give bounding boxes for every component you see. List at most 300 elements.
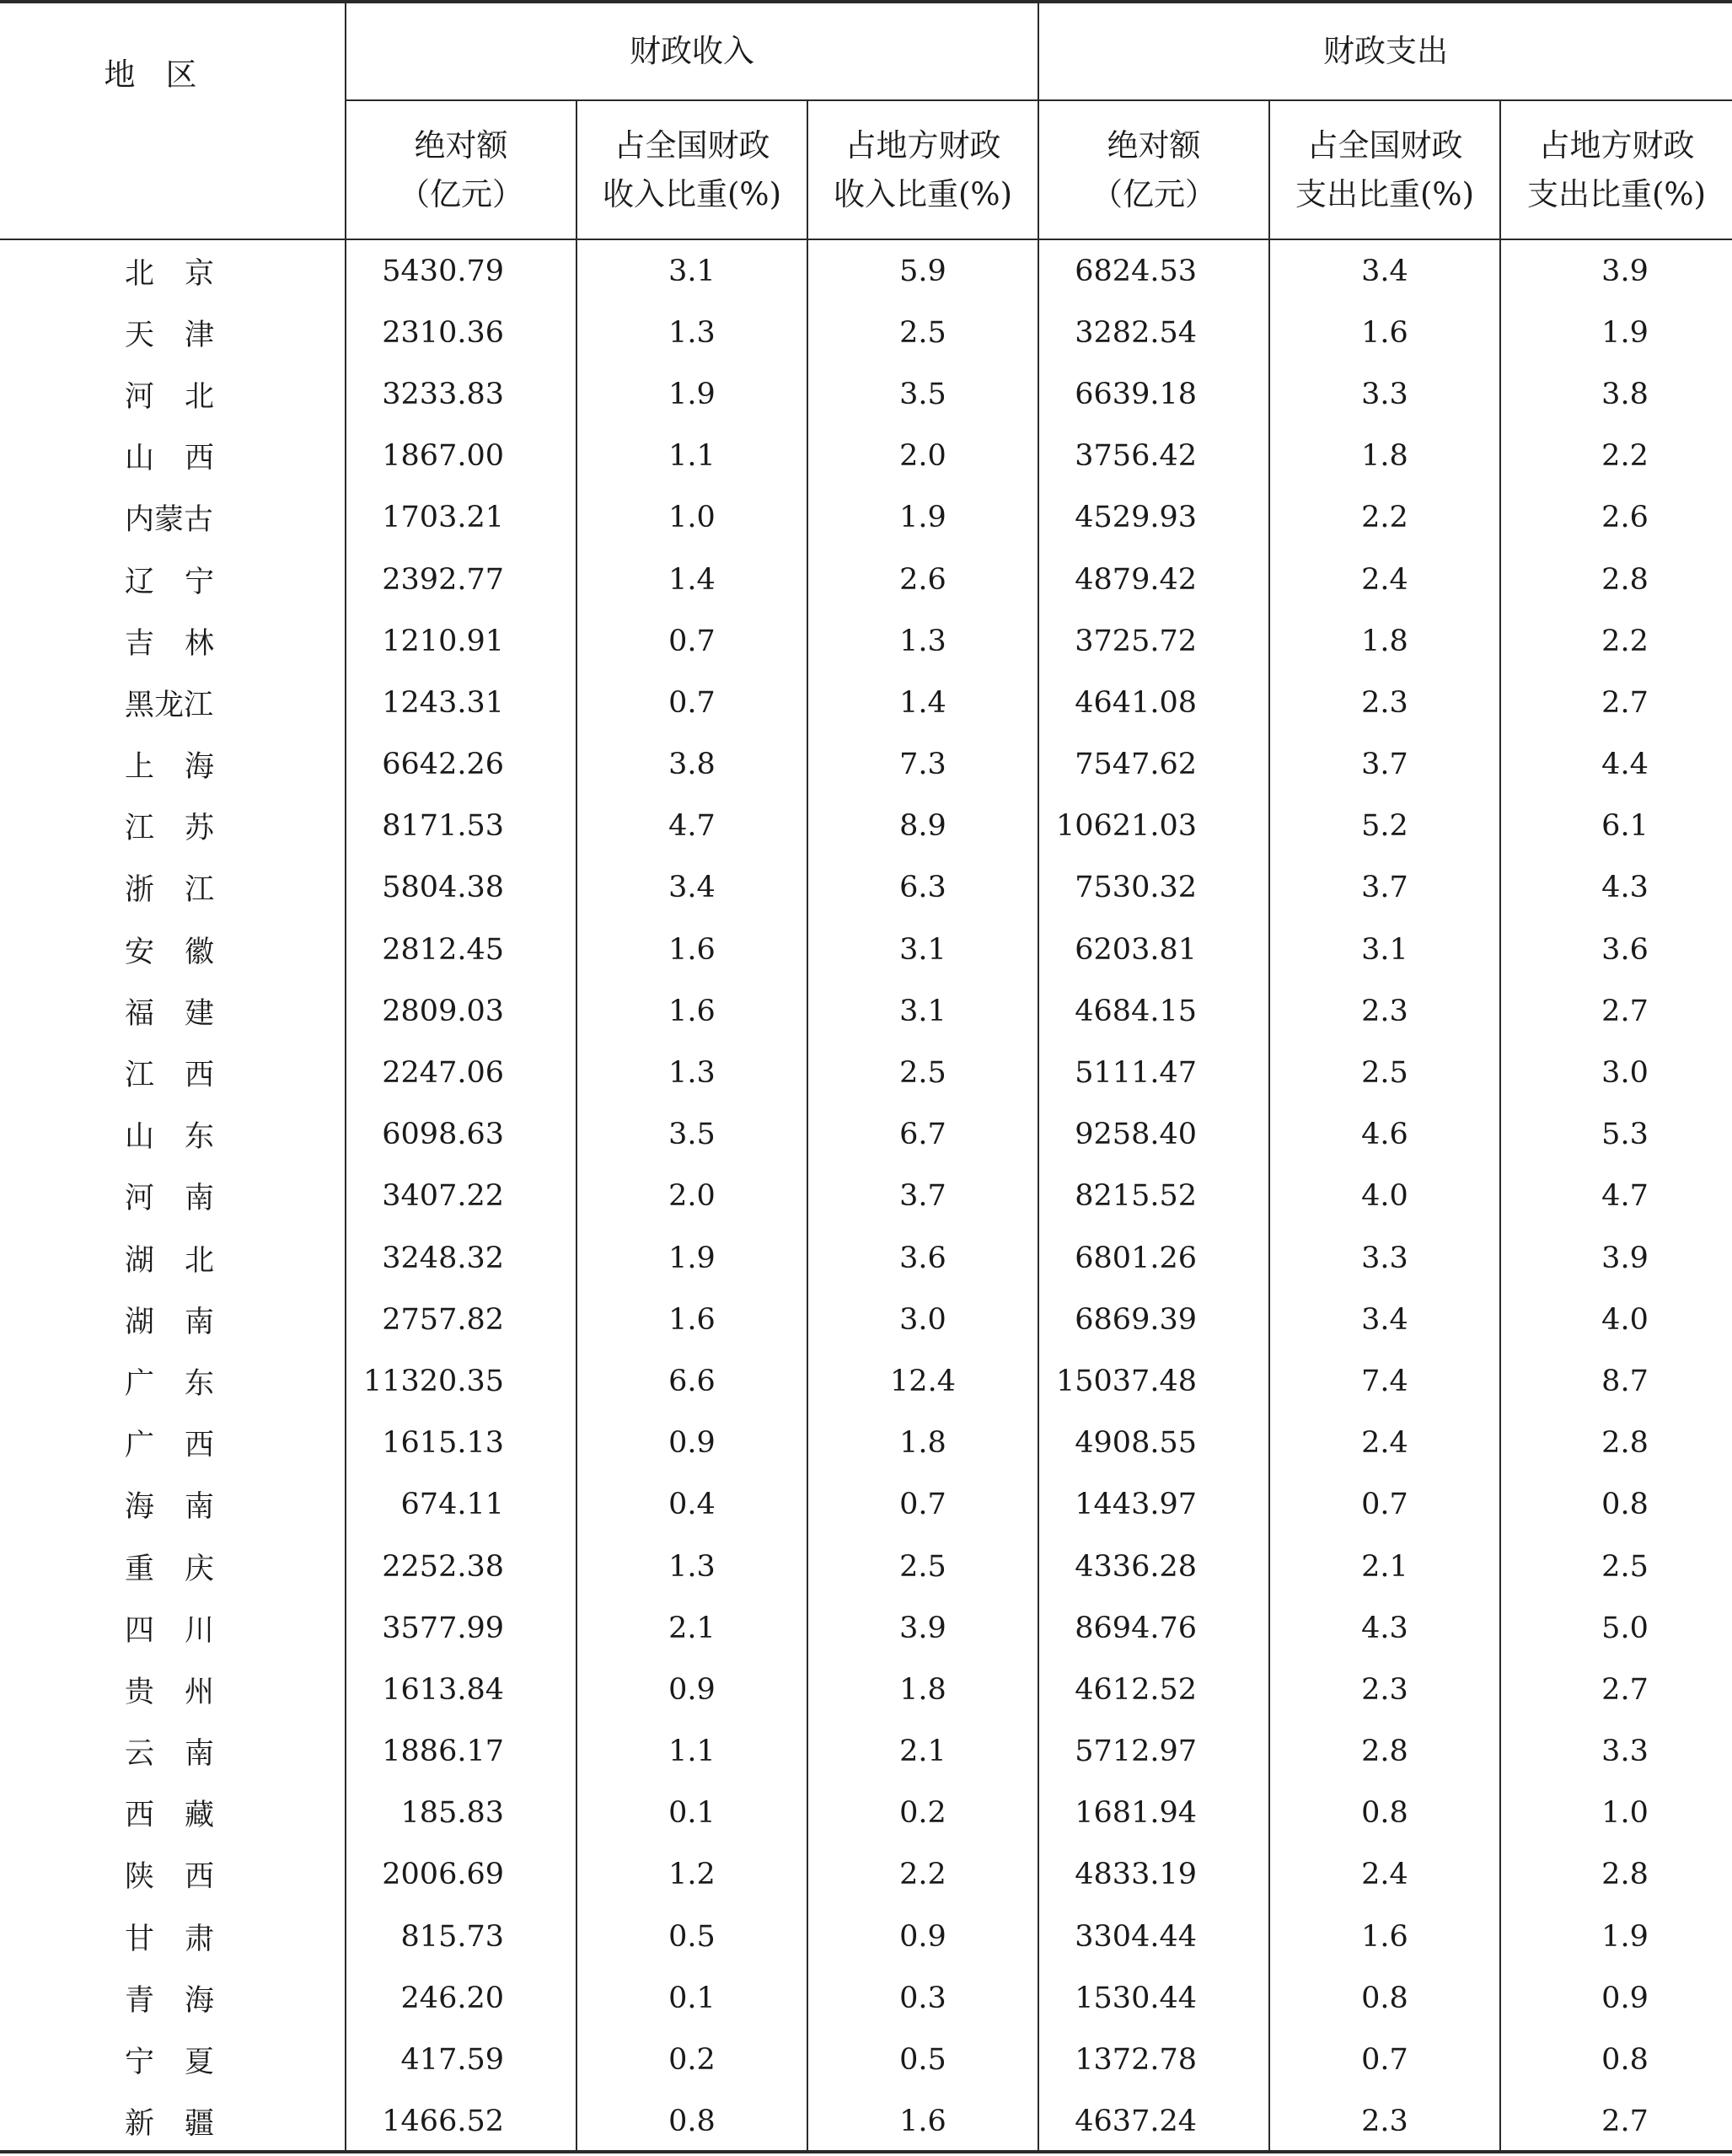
income-local-share-cell: 1.8 <box>807 1659 1038 1720</box>
income-abs-cell: 1466.52 <box>346 2091 576 2153</box>
income-national-share-cell: 2.1 <box>576 1597 807 1659</box>
exp-local-share-cell: 4.7 <box>1500 1166 1732 1227</box>
income-local-share-cell: 0.3 <box>807 1967 1038 2029</box>
exp-abs-cell: 3304.44 <box>1038 1906 1269 1967</box>
income-abs-cell: 1867.00 <box>346 426 576 487</box>
header-exp-national-share-line2: 支出比重(%) <box>1295 175 1475 212</box>
income-national-share-cell: 0.9 <box>576 1413 807 1474</box>
region-name: 山东 <box>125 1120 245 1155</box>
exp-national-share-cell: 2.4 <box>1269 1844 1500 1906</box>
income-local-share-cell: 1.8 <box>807 1413 1038 1474</box>
exp-local-share-cell: 3.8 <box>1500 363 1732 425</box>
income-abs-cell: 246.20 <box>346 1967 576 2029</box>
region-name: 陕西 <box>125 1860 245 1895</box>
exp-local-share-cell: 2.7 <box>1500 672 1732 733</box>
exp-abs-cell: 3725.72 <box>1038 610 1269 672</box>
income-national-share-cell: 1.0 <box>576 487 807 549</box>
exp-abs-cell: 8694.76 <box>1038 1597 1269 1659</box>
region-cell <box>0 1104 346 1166</box>
header-exp-abs-line2: （亿元） <box>1091 175 1216 212</box>
region-name: 广西 <box>125 1429 245 1463</box>
exp-abs-cell: 7530.32 <box>1038 857 1269 919</box>
header-exp-local-share-line1: 占地方财政 <box>1538 126 1695 164</box>
exp-national-share-cell: 3.4 <box>1269 1289 1500 1350</box>
income-local-share-cell: 0.9 <box>807 1906 1038 1967</box>
table-row <box>0 1166 1732 1227</box>
income-abs-cell: 2392.77 <box>346 549 576 610</box>
income-local-share-cell: 3.9 <box>807 1597 1038 1659</box>
income-abs-cell: 6098.63 <box>346 1104 576 1166</box>
table-row <box>0 426 1732 487</box>
region-cell <box>0 1597 346 1659</box>
exp-local-share-cell: 5.0 <box>1500 1597 1732 1659</box>
exp-local-share-cell: 8.7 <box>1500 1350 1732 1412</box>
header-exp-abs-line1: 绝对额 <box>1107 126 1201 164</box>
region-cell <box>0 426 346 487</box>
income-local-share-cell: 3.7 <box>807 1166 1038 1227</box>
table-row <box>0 1783 1732 1844</box>
header-region <box>0 2 346 239</box>
exp-abs-cell: 10621.03 <box>1038 796 1269 857</box>
income-national-share-cell: 3.4 <box>576 857 807 919</box>
region-cell <box>0 1721 346 1783</box>
table-row <box>0 919 1732 980</box>
income-local-share-cell: 3.1 <box>807 980 1038 1042</box>
income-abs-cell: 6642.26 <box>346 734 576 796</box>
income-abs-cell: 2310.36 <box>346 302 576 363</box>
region-name: 宁夏 <box>125 2046 245 2080</box>
exp-abs-cell: 7547.62 <box>1038 734 1269 796</box>
income-local-share-cell: 2.2 <box>807 1844 1038 1906</box>
region-name: 甘肃 <box>125 1922 245 1956</box>
region-cell <box>0 1967 346 2029</box>
income-national-share-cell: 0.1 <box>576 1967 807 2029</box>
exp-local-share-cell: 3.9 <box>1500 239 1732 302</box>
income-abs-cell: 11320.35 <box>346 1350 576 1412</box>
exp-abs-cell: 6801.26 <box>1038 1227 1269 1289</box>
income-national-share-cell: 1.3 <box>576 1536 807 1597</box>
region-cell <box>0 1166 346 1227</box>
region-cell <box>0 2091 346 2153</box>
table-row <box>0 1413 1732 1474</box>
income-local-share-cell: 7.3 <box>807 734 1038 796</box>
income-national-share-cell: 1.2 <box>576 1844 807 1906</box>
income-abs-cell: 2252.38 <box>346 1536 576 1597</box>
header-exp-abs <box>1038 100 1269 239</box>
region-name: 湖北 <box>125 1243 245 1278</box>
region-cell <box>0 857 346 919</box>
income-abs-cell: 815.73 <box>346 1906 576 1967</box>
table-row <box>0 1844 1732 1906</box>
exp-national-share-cell: 0.8 <box>1269 1783 1500 1844</box>
income-local-share-cell: 1.4 <box>807 672 1038 733</box>
income-local-share-cell: 5.9 <box>807 239 1038 302</box>
income-abs-cell: 417.59 <box>346 2029 576 2090</box>
table-row <box>0 1536 1732 1597</box>
exp-national-share-cell: 3.7 <box>1269 734 1500 796</box>
exp-abs-cell: 3282.54 <box>1038 302 1269 363</box>
region-cell <box>0 980 346 1042</box>
exp-abs-cell: 6203.81 <box>1038 919 1269 980</box>
income-national-share-cell: 1.1 <box>576 1721 807 1783</box>
table-row <box>0 1967 1732 2029</box>
region-cell <box>0 239 346 302</box>
region-cell <box>0 1227 346 1289</box>
table-row <box>0 1721 1732 1783</box>
exp-local-share-cell: 3.9 <box>1500 1227 1732 1289</box>
income-local-share-cell: 6.3 <box>807 857 1038 919</box>
table-row <box>0 796 1732 857</box>
region-cell <box>0 1659 346 1720</box>
exp-local-share-cell: 2.7 <box>1500 1659 1732 1720</box>
exp-national-share-cell: 4.0 <box>1269 1166 1500 1227</box>
income-local-share-cell: 1.9 <box>807 487 1038 549</box>
exp-national-share-cell: 3.3 <box>1269 1227 1500 1289</box>
exp-abs-cell: 4684.15 <box>1038 980 1269 1042</box>
exp-local-share-cell: 0.8 <box>1500 2029 1732 2090</box>
table-row <box>0 1227 1732 1289</box>
exp-national-share-cell: 2.4 <box>1269 549 1500 610</box>
income-national-share-cell: 0.7 <box>576 610 807 672</box>
income-abs-cell: 5804.38 <box>346 857 576 919</box>
table-row <box>0 1350 1732 1412</box>
header-income-local-share <box>807 100 1038 239</box>
region-name: 浙江 <box>125 873 245 908</box>
region-name: 重庆 <box>125 1552 245 1586</box>
exp-abs-cell: 15037.48 <box>1038 1350 1269 1412</box>
region-name: 青海 <box>125 1983 245 2018</box>
exp-abs-cell: 8215.52 <box>1038 1166 1269 1227</box>
income-national-share-cell: 0.2 <box>576 2029 807 2090</box>
exp-local-share-cell: 0.8 <box>1500 1474 1732 1536</box>
income-abs-cell: 3233.83 <box>346 363 576 425</box>
region-name: 天津 <box>125 318 245 352</box>
exp-abs-cell: 4641.08 <box>1038 672 1269 733</box>
income-national-share-cell: 1.1 <box>576 426 807 487</box>
header-income-group: 财政收入 <box>346 2 1038 100</box>
exp-abs-cell: 4637.24 <box>1038 2091 1269 2153</box>
region-name: 辽宁 <box>125 565 245 599</box>
exp-local-share-cell: 3.0 <box>1500 1042 1732 1103</box>
exp-abs-cell: 4529.93 <box>1038 487 1269 549</box>
region-name: 云南 <box>125 1737 245 1772</box>
region-cell <box>0 1474 346 1536</box>
region-name: 吉林 <box>125 626 245 661</box>
region-name: 内蒙古 <box>125 503 214 538</box>
region-name: 湖南 <box>125 1305 245 1339</box>
exp-local-share-cell: 1.0 <box>1500 1783 1732 1844</box>
income-abs-cell: 2247.06 <box>346 1042 576 1103</box>
table-row <box>0 2029 1732 2090</box>
exp-local-share-cell: 2.8 <box>1500 1844 1732 1906</box>
income-local-share-cell: 2.1 <box>807 1721 1038 1783</box>
region-name: 北京 <box>125 256 245 291</box>
exp-abs-cell: 1443.97 <box>1038 1474 1269 1536</box>
income-abs-cell: 3407.22 <box>346 1166 576 1227</box>
income-abs-cell: 2006.69 <box>346 1844 576 1906</box>
income-national-share-cell: 6.6 <box>576 1350 807 1412</box>
region-cell <box>0 1783 346 1844</box>
header-income-national-share-line1: 占全国财政 <box>614 126 770 164</box>
region-cell <box>0 549 346 610</box>
exp-local-share-cell: 2.2 <box>1500 610 1732 672</box>
income-local-share-cell: 1.3 <box>807 610 1038 672</box>
table-row <box>0 302 1732 363</box>
region-name: 四川 <box>125 1613 245 1648</box>
table-row <box>0 672 1732 733</box>
region-name: 河南 <box>125 1182 245 1216</box>
region-cell <box>0 1906 346 1967</box>
income-local-share-cell: 0.7 <box>807 1474 1038 1536</box>
income-national-share-cell: 3.1 <box>576 239 807 302</box>
region-cell <box>0 1289 346 1350</box>
income-abs-cell: 674.11 <box>346 1474 576 1536</box>
region-name: 江苏 <box>125 812 245 846</box>
income-local-share-cell: 2.0 <box>807 426 1038 487</box>
exp-abs-cell: 6824.53 <box>1038 239 1269 302</box>
region-cell <box>0 2029 346 2090</box>
income-national-share-cell: 1.3 <box>576 302 807 363</box>
exp-abs-cell: 4879.42 <box>1038 549 1269 610</box>
region-cell <box>0 1536 346 1597</box>
table-row <box>0 610 1732 672</box>
exp-local-share-cell: 1.9 <box>1500 1906 1732 1967</box>
region-cell <box>0 919 346 980</box>
table-row <box>0 857 1732 919</box>
table-row <box>0 2091 1732 2153</box>
exp-abs-cell: 1530.44 <box>1038 1967 1269 2029</box>
region-cell <box>0 1042 346 1103</box>
region-cell <box>0 734 346 796</box>
region-name: 新疆 <box>125 2107 245 2142</box>
exp-local-share-cell: 2.7 <box>1500 2091 1732 2153</box>
table-row <box>0 1659 1732 1720</box>
exp-national-share-cell: 2.4 <box>1269 1413 1500 1474</box>
income-local-share-cell: 6.7 <box>807 1104 1038 1166</box>
exp-national-share-cell: 2.8 <box>1269 1721 1500 1783</box>
exp-local-share-cell: 2.2 <box>1500 426 1732 487</box>
income-national-share-cell: 0.9 <box>576 1659 807 1720</box>
exp-abs-cell: 9258.40 <box>1038 1104 1269 1166</box>
exp-abs-cell: 4612.52 <box>1038 1659 1269 1720</box>
income-national-share-cell: 0.4 <box>576 1474 807 1536</box>
income-national-share-cell: 0.8 <box>576 2091 807 2153</box>
exp-national-share-cell: 3.4 <box>1269 239 1500 302</box>
table-body <box>0 239 1732 2153</box>
exp-local-share-cell: 2.8 <box>1500 1413 1732 1474</box>
income-local-share-cell: 2.5 <box>807 1042 1038 1103</box>
region-cell <box>0 363 346 425</box>
income-abs-cell: 185.83 <box>346 1783 576 1844</box>
header-income-abs-line1: 绝对额 <box>414 126 508 164</box>
income-local-share-cell: 3.1 <box>807 919 1038 980</box>
exp-national-share-cell: 1.6 <box>1269 302 1500 363</box>
income-national-share-cell: 1.9 <box>576 1227 807 1289</box>
exp-abs-cell: 1681.94 <box>1038 1783 1269 1844</box>
exp-abs-cell: 1372.78 <box>1038 2029 1269 2090</box>
region-name: 河北 <box>125 379 245 414</box>
income-abs-cell: 5430.79 <box>346 239 576 302</box>
income-abs-cell: 1703.21 <box>346 487 576 549</box>
exp-local-share-cell: 3.6 <box>1500 919 1732 980</box>
income-national-share-cell: 1.9 <box>576 363 807 425</box>
exp-national-share-cell: 4.6 <box>1269 1104 1500 1166</box>
table-row <box>0 1104 1732 1166</box>
region-cell <box>0 672 346 733</box>
income-local-share-cell: 3.5 <box>807 363 1038 425</box>
exp-abs-cell: 3756.42 <box>1038 426 1269 487</box>
table-row <box>0 1906 1732 1967</box>
exp-local-share-cell: 2.8 <box>1500 549 1732 610</box>
income-abs-cell: 8171.53 <box>346 796 576 857</box>
region-name: 安徽 <box>125 935 245 969</box>
table-row <box>0 734 1732 796</box>
exp-national-share-cell: 2.3 <box>1269 1659 1500 1720</box>
exp-national-share-cell: 2.3 <box>1269 980 1500 1042</box>
income-abs-cell: 3577.99 <box>346 1597 576 1659</box>
exp-local-share-cell: 3.3 <box>1500 1721 1732 1783</box>
income-national-share-cell: 3.5 <box>576 1104 807 1166</box>
region-name: 西藏 <box>125 1799 245 1833</box>
income-national-share-cell: 1.4 <box>576 549 807 610</box>
exp-local-share-cell: 5.3 <box>1500 1104 1732 1166</box>
region-cell <box>0 302 346 363</box>
region-cell <box>0 1413 346 1474</box>
income-local-share-cell: 0.5 <box>807 2029 1038 2090</box>
exp-abs-cell: 5111.47 <box>1038 1042 1269 1103</box>
header-income-national-share <box>576 100 807 239</box>
income-abs-cell: 3248.32 <box>346 1227 576 1289</box>
income-national-share-cell: 1.3 <box>576 1042 807 1103</box>
income-local-share-cell: 2.6 <box>807 549 1038 610</box>
table-row <box>0 1597 1732 1659</box>
exp-national-share-cell: 1.6 <box>1269 1906 1500 1967</box>
income-abs-cell: 2757.82 <box>346 1289 576 1350</box>
exp-local-share-cell: 4.0 <box>1500 1289 1732 1350</box>
exp-national-share-cell: 2.3 <box>1269 2091 1500 2153</box>
header-exp-national-share-line1: 占全国财政 <box>1306 126 1463 164</box>
region-name: 福建 <box>125 996 245 1031</box>
region-name: 上海 <box>125 750 245 785</box>
exp-abs-cell: 4336.28 <box>1038 1536 1269 1597</box>
table-row <box>0 239 1732 302</box>
table-row <box>0 363 1732 425</box>
exp-national-share-cell: 4.3 <box>1269 1597 1500 1659</box>
exp-national-share-cell: 0.7 <box>1269 1474 1500 1536</box>
exp-national-share-cell: 5.2 <box>1269 796 1500 857</box>
income-local-share-cell: 0.2 <box>807 1783 1038 1844</box>
table-row <box>0 1289 1732 1350</box>
income-national-share-cell: 4.7 <box>576 796 807 857</box>
exp-local-share-cell: 4.3 <box>1500 857 1732 919</box>
income-national-share-cell: 1.6 <box>576 980 807 1042</box>
exp-local-share-cell: 0.9 <box>1500 1967 1732 2029</box>
exp-abs-cell: 6869.39 <box>1038 1289 1269 1350</box>
region-name: 山西 <box>125 442 245 476</box>
exp-national-share-cell: 7.4 <box>1269 1350 1500 1412</box>
income-national-share-cell: 0.7 <box>576 672 807 733</box>
exp-abs-cell: 5712.97 <box>1038 1721 1269 1783</box>
exp-local-share-cell: 1.9 <box>1500 302 1732 363</box>
exp-national-share-cell: 2.5 <box>1269 1042 1500 1103</box>
income-local-share-cell: 2.5 <box>807 302 1038 363</box>
region-name: 广东 <box>125 1366 245 1401</box>
header-income-local-share-line2: 收入比重(%) <box>833 175 1013 212</box>
income-abs-cell: 1886.17 <box>346 1721 576 1783</box>
region-name: 贵州 <box>125 1675 245 1709</box>
exp-national-share-cell: 1.8 <box>1269 426 1500 487</box>
income-abs-cell: 2809.03 <box>346 980 576 1042</box>
exp-local-share-cell: 2.6 <box>1500 487 1732 549</box>
exp-national-share-cell: 2.3 <box>1269 672 1500 733</box>
income-local-share-cell: 3.0 <box>807 1289 1038 1350</box>
header-income-local-share-line1: 占地方财政 <box>845 126 1001 164</box>
income-national-share-cell: 0.5 <box>576 1906 807 1967</box>
exp-abs-cell: 4833.19 <box>1038 1844 1269 1906</box>
exp-national-share-cell: 1.8 <box>1269 610 1500 672</box>
header-income-national-share-line2: 收入比重(%) <box>602 175 782 212</box>
exp-national-share-cell: 2.1 <box>1269 1536 1500 1597</box>
income-national-share-cell: 2.0 <box>576 1166 807 1227</box>
income-local-share-cell: 12.4 <box>807 1350 1038 1412</box>
exp-national-share-cell: 0.7 <box>1269 2029 1500 2090</box>
income-national-share-cell: 0.1 <box>576 1783 807 1844</box>
region-cell <box>0 796 346 857</box>
table-row <box>0 487 1732 549</box>
region-cell <box>0 487 346 549</box>
header-expenditure-group: 财政支出 <box>1038 2 1732 100</box>
table-row <box>0 1474 1732 1536</box>
exp-abs-cell: 4908.55 <box>1038 1413 1269 1474</box>
header-income-abs <box>346 100 576 239</box>
region-name: 江西 <box>125 1059 245 1093</box>
income-national-share-cell: 1.6 <box>576 919 807 980</box>
exp-national-share-cell: 2.2 <box>1269 487 1500 549</box>
header-exp-local-share <box>1500 100 1732 239</box>
exp-national-share-cell: 3.1 <box>1269 919 1500 980</box>
region-cell <box>0 1844 346 1906</box>
region-cell <box>0 1350 346 1412</box>
income-local-share-cell: 1.6 <box>807 2091 1038 2153</box>
income-abs-cell: 1615.13 <box>346 1413 576 1474</box>
exp-abs-cell: 6639.18 <box>1038 363 1269 425</box>
exp-local-share-cell: 2.5 <box>1500 1536 1732 1597</box>
exp-national-share-cell: 3.3 <box>1269 363 1500 425</box>
income-national-share-cell: 3.8 <box>576 734 807 796</box>
income-national-share-cell: 1.6 <box>576 1289 807 1350</box>
region-cell <box>0 610 346 672</box>
region-name: 海南 <box>125 1490 245 1525</box>
exp-national-share-cell: 3.7 <box>1269 857 1500 919</box>
region-name: 黑龙江 <box>125 688 214 722</box>
exp-local-share-cell: 4.4 <box>1500 734 1732 796</box>
income-abs-cell: 2812.45 <box>346 919 576 980</box>
header-exp-local-share-line2: 支出比重(%) <box>1527 175 1707 212</box>
exp-national-share-cell: 0.8 <box>1269 1967 1500 2029</box>
header-region-label: 地区 <box>104 56 228 93</box>
table-row <box>0 549 1732 610</box>
income-local-share-cell: 8.9 <box>807 796 1038 857</box>
income-local-share-cell: 2.5 <box>807 1536 1038 1597</box>
header-exp-national-share <box>1269 100 1500 239</box>
income-abs-cell: 1243.31 <box>346 672 576 733</box>
income-abs-cell: 1613.84 <box>346 1659 576 1720</box>
exp-local-share-cell: 2.7 <box>1500 980 1732 1042</box>
exp-local-share-cell: 6.1 <box>1500 796 1732 857</box>
income-abs-cell: 1210.91 <box>346 610 576 672</box>
income-local-share-cell: 3.6 <box>807 1227 1038 1289</box>
table-row <box>0 1042 1732 1103</box>
